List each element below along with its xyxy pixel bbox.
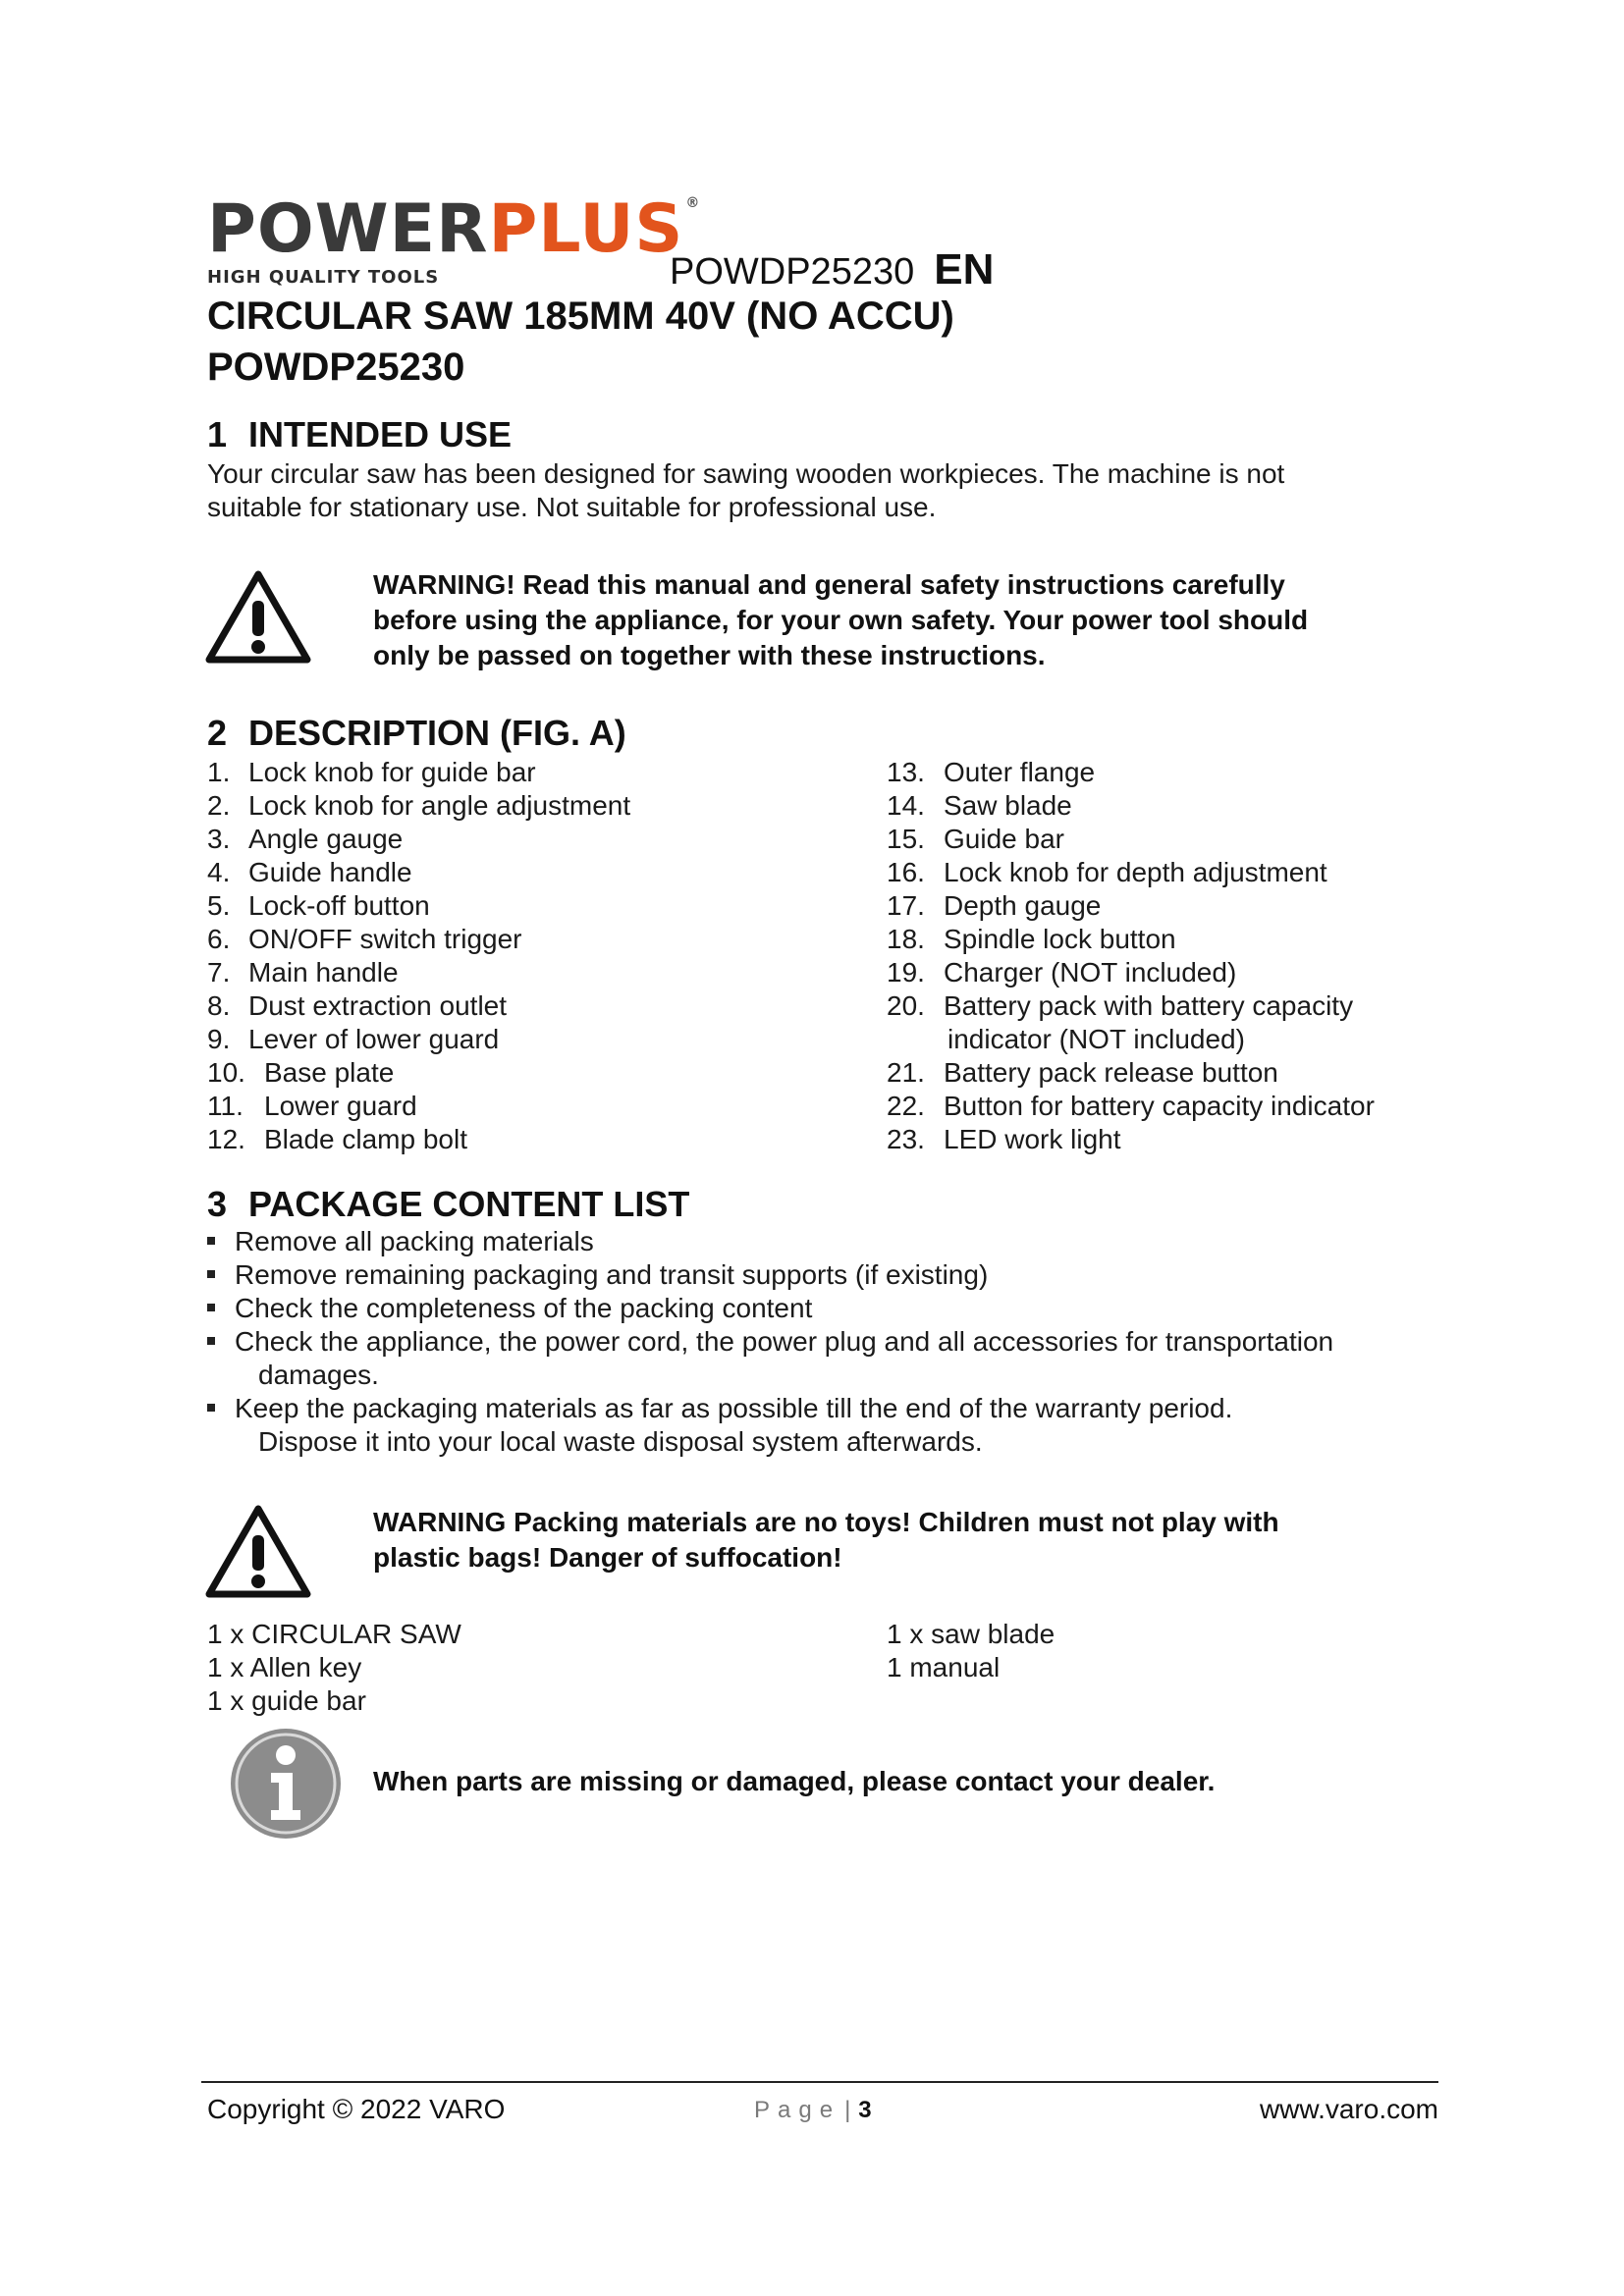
bullet-marker [207, 1270, 215, 1278]
page-number: 3 [858, 2097, 872, 2123]
page-label: Page [754, 2097, 841, 2123]
bullet-marker [207, 1404, 215, 1412]
title-line-1: CIRCULAR SAW 185MM 40V (NO ACCU) [207, 294, 954, 338]
logo-tagline: HIGH QUALITY TOOLS [207, 267, 440, 288]
list-item: 14. Saw blade [887, 790, 1072, 821]
list-item: Keep the packaging materials as far as possible till the end of the warranty period. [207, 1392, 1333, 1425]
list-item: 20. Battery pack with battery capacity [887, 990, 1354, 1021]
list-item: Remove remaining packaging and transit supports (if existing) [207, 1258, 1333, 1292]
section-1-heading: 1 INTENDED USE [207, 414, 513, 454]
logo-wordmark: POWERPLUS ® [207, 190, 701, 268]
warning-icon [204, 1504, 312, 1605]
model-code: POWDP25230 [670, 251, 915, 293]
list-item: 21. Battery pack release button [887, 1057, 1278, 1088]
list-item: 13. Outer flange [887, 757, 1096, 787]
list-item: 7. Main handle [207, 957, 399, 988]
list-item-continuation: Dispose it into your local waste disposal system afterwards. [258, 1426, 983, 1457]
list-item: 19. Charger (NOT included) [887, 957, 1237, 988]
section-2-heading: 2 DESCRIPTION (FIG. A) [207, 713, 626, 753]
list-item: 5. Lock-off button [207, 890, 430, 921]
footer-divider [201, 2081, 1438, 2083]
list-item: 4. Guide handle [207, 857, 412, 887]
bullet-marker [207, 1304, 215, 1311]
package-checklist [207, 1225, 1333, 1459]
info-note: When parts are missing or damaged, please contact your dealer. [373, 1766, 1216, 1796]
list-item: 23. LED work light [887, 1124, 1121, 1154]
list-item: 8. Dust extraction outlet [207, 990, 508, 1021]
list-item: 15. Guide bar [887, 824, 1064, 854]
footer-copyright: Copyright © 2022 VARO [207, 2094, 506, 2124]
list-item: 1 x CIRCULAR SAW [207, 1619, 461, 1649]
section-3-heading: 3 PACKAGE CONTENT LIST [207, 1184, 690, 1224]
list-item: Check the completeness of the packing content [207, 1292, 1333, 1325]
list-item: 1 x Allen key [207, 1652, 362, 1682]
footer-page [754, 2097, 872, 2124]
warning-icon [204, 569, 312, 670]
page-separator: | [844, 2097, 859, 2123]
title-line-2: POWDP25230 [207, 346, 465, 389]
list-item: 18. Spindle lock button [887, 924, 1176, 954]
package-contents-left [207, 1618, 461, 1718]
list-item: 9. Lever of lower guard [207, 1024, 500, 1054]
list-item: 1. Lock knob for guide bar [207, 757, 536, 787]
list-item: 10. Base plate [207, 1057, 395, 1088]
list-item: 11. Lower guard [207, 1091, 417, 1121]
list-item-continuation: damages. [258, 1360, 379, 1390]
brand-logo [207, 190, 701, 288]
bullet-marker [207, 1337, 215, 1345]
section-1-body: Your circular saw has been designed for sawing wooden workpieces. The machine is not suitable for stationary use. Not suitable for professional use. [207, 458, 1285, 522]
list-item: 1 x saw blade [887, 1619, 1056, 1649]
list-item: 22. Button for battery capacity indicator [887, 1091, 1375, 1121]
language-code: EN [934, 245, 995, 294]
description-list-right [887, 756, 1375, 1156]
warning-text-2: WARNING Packing materials are no toys! Children must not play with plastic bags! Danger of suffocation! [373, 1507, 1279, 1573]
package-contents-right [887, 1618, 1055, 1684]
list-item: 1 manual [887, 1652, 1001, 1682]
list-item: 3. Angle gauge [207, 824, 404, 854]
footer-website: www.varo.com [1259, 2094, 1438, 2124]
description-list-left [207, 756, 630, 1156]
model-language-line [670, 245, 994, 294]
list-item: Remove all packing materials [207, 1225, 1333, 1258]
list-item-continuation: indicator (NOT included) [947, 1024, 1245, 1054]
page-title [207, 291, 954, 393]
bullet-marker [207, 1237, 215, 1245]
list-item: Check the appliance, the power cord, the power plug and all accessories for transportation [207, 1325, 1333, 1359]
list-item: 17. Depth gauge [887, 890, 1102, 921]
list-item: 6. ON/OFF switch trigger [207, 924, 522, 954]
info-icon [228, 1726, 344, 1846]
list-item: 16. Lock knob for depth adjustment [887, 857, 1327, 887]
list-item: 2. Lock knob for angle adjustment [207, 790, 631, 821]
list-item: 1 x guide bar [207, 1685, 366, 1716]
warning-text-1: WARNING! Read this manual and general safety instructions carefully before using the appliance, for your own safety. Your power tool should only be passed on together with these instructions. [373, 569, 1309, 670]
list-item: 12. Blade clamp bolt [207, 1124, 468, 1154]
